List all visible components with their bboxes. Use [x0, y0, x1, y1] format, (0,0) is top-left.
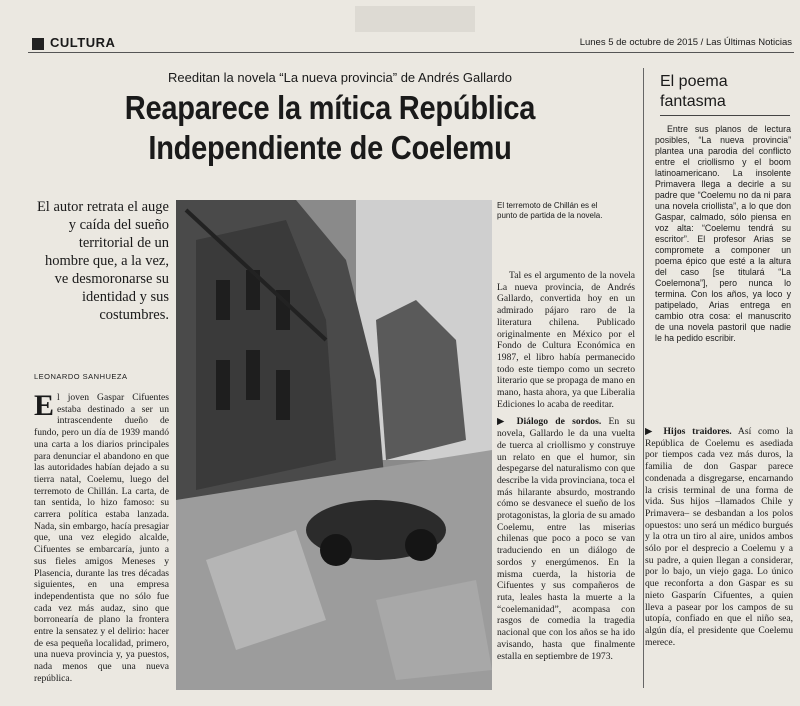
col4-text: Así como la República de Coelemu es asediada por tiempos cada vez más duros, la familia de don Gaspar parece condenada a disgregarse, encarnando la crisis terminal de una forma de vida. Sus hijos –llamados Chile y Primavera– se desbandan a los polos opuestos: uno será un médico burgués y la otra un tiro al aire, unidos ambos sólo por el desprecio a Coelemu y a su padre, a quien llegan a considerar, por lo bajo, un viejo gaga. Lo único que reconforta a don Gaspar es su nieto Gasparín Cifuentes, a quien lleva a pasear por los campos de su utopía, confiado en que el niño sea, algún día, el presidente que Coelemu merece. — [645, 426, 794, 648]
photo-illustration — [176, 200, 492, 690]
article-kicker: Reeditan la novela “La nueva provincia” de Andrés Gallardo — [168, 70, 512, 85]
col1-text: l joven Gaspar Cifuentes estaba destinado a ser un intrascendente dueño de fundo, pero un día de 1939 mandó una carta a los diarios principales para denunciar el abandono en que las autoridades habían dejado a su tierra natal, Coelemu, luego del terremoto de Chillán. La carta, de tan sentida, lo hizo famoso: su carrera política estaba lanzada. Nada, sin embargo, hacía presagiar que, una vez elegido alcalde, Cifuentes se embarcaría, junto a sus fieles amigos Meneses y Plasencia, durante las tres décadas siguientes, en una empresa independentista que no sólo fue cada vez más audaz, sino que borronearía de plano la frontera entre la sensatez y el delirio: hacer de esa pequeña localidad, primero, una nueva provincia y, ya puestos, nada menos que una nueva república. — [34, 392, 169, 684]
section-icon — [32, 38, 44, 50]
col3-subhead-text: Diálogo de sordos. — [516, 416, 602, 428]
article-deck: El autor retrata el auge y caída del sueño territorial de un hombre que, a la vez, ve desmoronarse su identidad y sus costumbres. — [36, 199, 169, 323]
column-divider — [643, 68, 644, 688]
headline-line-2: Independiente de Coelemu — [148, 129, 512, 166]
byline: LEONARDO SANHUEZA — [34, 372, 128, 381]
date-line: Lunes 5 de octubre de 2015 / Las Últimas Noticias — [579, 37, 792, 48]
col4-subhead-text: Hijos traidores. — [663, 426, 732, 437]
col3-subhead: ▶ Diálogo de sordos. — [497, 416, 602, 428]
dropcap: E — [34, 389, 55, 422]
sidebar-rule — [660, 115, 790, 116]
col3-paragraph-2 — [497, 416, 635, 662]
photo-caption: El terremoto de Chillán es el punto de partida de la novela. — [497, 201, 603, 220]
col3-paragraph-1: Tal es el argumento de la novela La nueva provincia, de Andrés Gallardo, convertida hoy en un admirado pájaro raro de la literatura chilena. Publicado originalmente en México por el Fondo de Cultura Económica en 1987, el libro había permanecido todo este tiempo como un secreto literario que se propaga de mano en mano, hasta ahora, ya que Liberalia Ediciones lo acaba de reeditar. — [497, 270, 635, 410]
top-blank-box — [355, 6, 475, 32]
headline-line-1: Reaparece la mítica República — [124, 89, 536, 126]
header-rule — [28, 52, 794, 53]
sidebar-body: Entre sus planos de lectura posibles, “La nueva provincia” plantea una parodia del conflicto entre el criollismo y el boom latinoamericano. La insolente Primavera llega a decirle a su padre que “Coelemu no da ni para una novela criollista”, a lo que don Gaspar, calmado, sólo piensa en voz alta: “Coelemu tendrá su escritor”. El profesor Arias se compromete a componer un poema épico que esté a la altura del caso [se titulará “La Coelemona”], pero nunca lo termina. Con los años, ya loco y patipelado, Arias entrega en cambio otra cosa: el manuscrito de una novela pastoril que nadie le ha pedido escribir. — [655, 124, 791, 343]
body-column-4 — [645, 426, 793, 648]
body-column-3 — [497, 270, 635, 662]
body-column-1 — [34, 389, 169, 685]
col4-subhead: ▶ Hijos traidores. — [645, 426, 732, 437]
earthquake-photo — [176, 200, 492, 690]
sidebar-title: El poema fantasma — [660, 73, 728, 110]
section-label: CULTURA — [50, 35, 116, 50]
article-headline — [75, 88, 585, 168]
col3-text: En su novela, Gallardo le da una vuelta de tuerca al criollismo y construye un relato en que el humor, sin despegarse del naturalismo con que describe la vida provinciana, toca el más hilarante absurdo, mostrando cómo se desvanece el sueño de los protagonistas, la gloria de su amado Coelemu, entre las miserias chilenas que poco a poco se van traduciendo en un diálogo de sordos y energúmenos. En la misma cuerda, la historia de Cifuentes y sus compañeros de ruta, leales hasta la muerte a la “coelemanidad”, acompasa con rasgos de comedia la tragedia nacional que con los años se ha ido avisando, hasta que finalmente estalla en septiembre de 1973. — [497, 416, 636, 662]
